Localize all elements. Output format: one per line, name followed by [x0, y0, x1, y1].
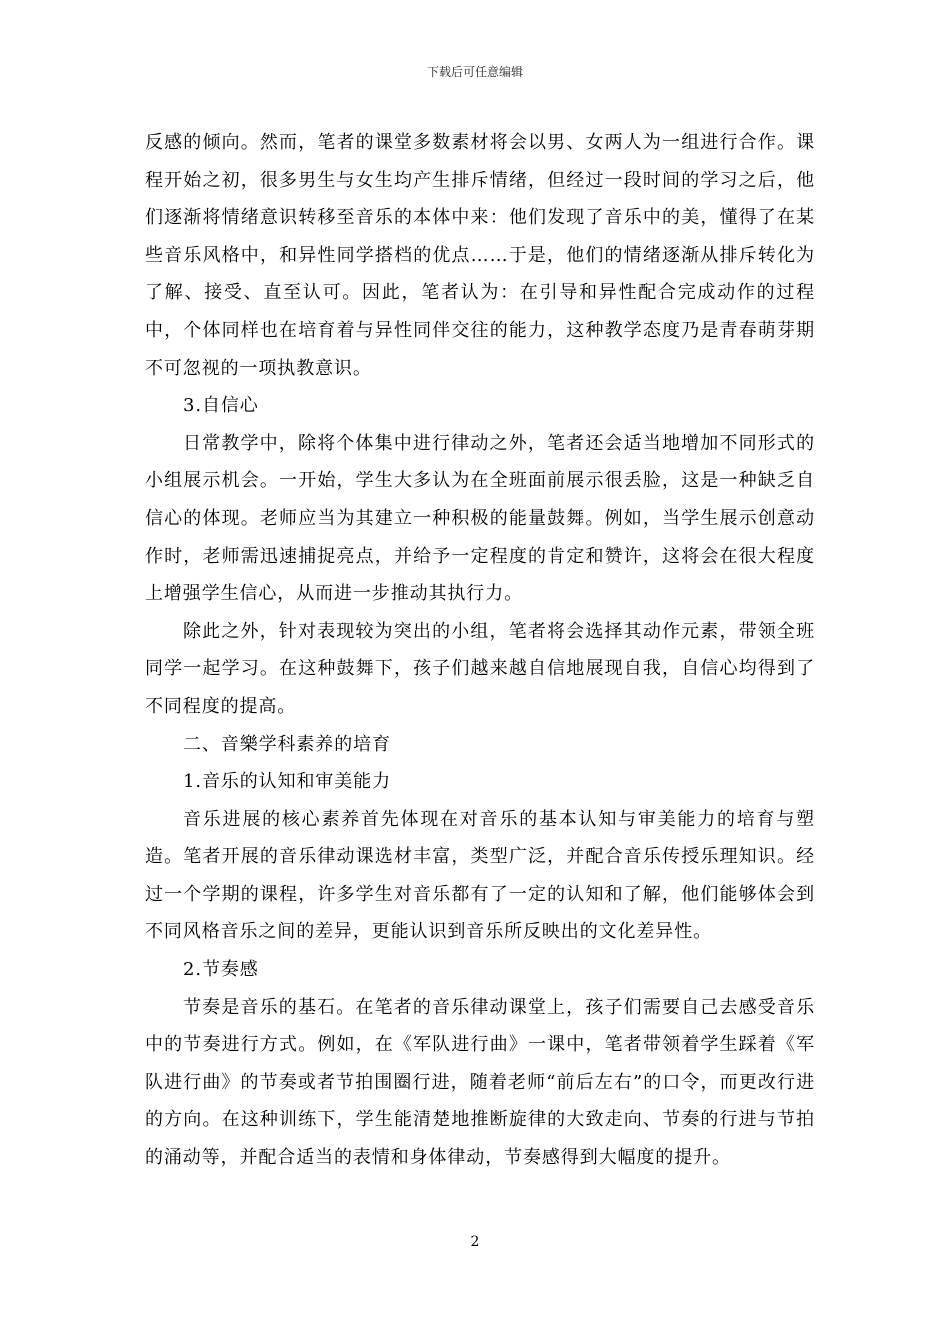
section-heading-music-literacy: 二、音樂学科素养的培育: [183, 733, 391, 755]
section-heading-rhythm: 2.节奏感: [183, 959, 259, 981]
page-number: 2: [470, 1234, 480, 1250]
paragraph-group-learning: 除此之外，针对表现较为突出的小组，笔者将会选择其动作元素，带领全班同学一起学习。在这种鼓舞下，孩子们越来越自信地展现自我，自信心均得到了不同程度的提高。: [145, 620, 815, 717]
paragraph-self-confidence: 日常教学中，除将个体集中进行律动之外，笔者还会适当地增加不同形式的小组展示机会。一开始，学生大多认为在全班面前展示很丢脸，这是一种缺乏自信心的体现。老师应当为其建立一种积极的能量鼓舞。例如，当学生展示创意动作时，老师需迅速捕捉亮点，并给予一定程度的肯定和赞许，这将会在很大程度上增强学生信心，从而进一步推动其执行力。: [145, 432, 815, 605]
document-body: [145, 124, 815, 1177]
section-heading-cognition-aesthetics: 1.音乐的认知和审美能力: [183, 771, 391, 793]
paragraph-rhythm: 节奏是音乐的基石。在笔者的音乐律动课堂上，孩子们需要自己去感受音乐中的节奏进行方式。例如，在《军队进行曲》一课中，笔者带领着学生踩着《军队进行曲》的节奏或者节拍围圈行进，随着老师“前后左右”的口令，而更改行进的方向。在这种训练下，学生能清楚地推断旋律的大致走向、节奏的行进与节拍的涌动等，并配合适当的表情和身体律动，节奏感得到大幅度的提升。: [145, 996, 815, 1169]
paragraph-continuation: 反感的倾向。然而，笔者的课堂多数素材将会以男、女两人为一组进行合作。课程开始之初，很多男生与女生均产生排斥情绪，但经过一段时间的学习之后，他们逐渐将情绪意识转移至音乐的本体中来：他们发现了音乐中的美，懂得了在某些音乐风格中，和异性同学搭档的优点……于是，他们的情绪逐渐从排斥转化为了解、接受、直至认可。因此，笔者认为：在引导和异性配合完成动作的过程中，个体同样也在培育着与异性同伴交往的能力，这种教学态度乃是青春萌芽期不可忽视的一项执教意识。: [145, 132, 815, 379]
page-header: 下载后可任意编辑: [426, 65, 523, 79]
section-heading-self-confidence: 3.自信心: [183, 395, 259, 417]
paragraph-cognition-aesthetics: 音乐进展的核心素养首先体现在对音乐的基本认知与审美能力的培育与塑造。笔者开展的音乐律动课选材丰富，类型广泛，并配合音乐传授乐理知识。经过一个学期的课程，许多学生对音乐都有了一定的认知和了解，他们能够体会到不同风格音乐之间的差异，更能认识到音乐所反映出的文化差异性。: [145, 808, 815, 943]
